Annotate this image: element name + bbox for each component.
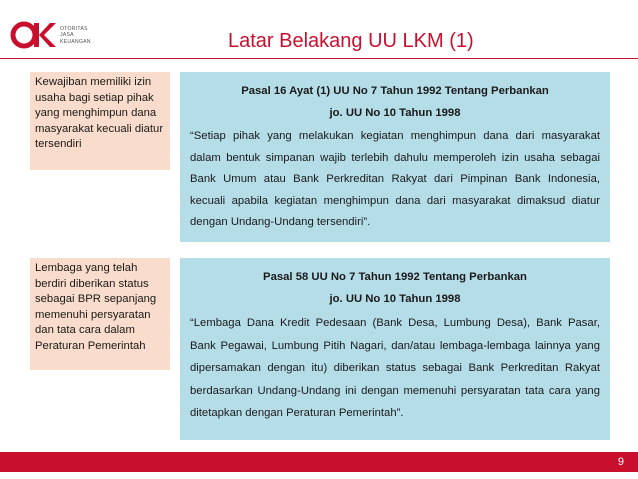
legal-quote-box-1: [180, 72, 610, 242]
article-heading: Pasal 16 Ayat (1) UU No 7 Tahun 1992 Tentang Perbankan: [241, 85, 549, 97]
article-subheading: jo. UU No 10 Tahun 1998: [329, 107, 461, 119]
logo-line: OTORITAS: [60, 26, 88, 32]
ojk-logo-mark-icon: [10, 20, 58, 50]
logo-line: KEUANGAN: [60, 38, 91, 45]
article-subheading: jo. UU No 10 Tahun 1998: [329, 293, 461, 305]
title-divider: [0, 58, 638, 59]
article-quote: “Setiap pihak yang melakukan kegiatan menghimpun dana dari masyarakat dalam bentuk simpanan wajib terlebih dahulu memperoleh izin usaha sebagai Bank Umum atau Bank Perkreditan Rakyat dari Pimpinan Bank Indonesia, kecuali apabila kegiatan menghimpun dana dari masyarakat dimaksud diatur dengan Undang-Undang tersendiri”.: [190, 130, 600, 229]
logo-line: JASA: [60, 32, 74, 39]
footer-bar: [0, 452, 638, 472]
logo-wordmark: [60, 26, 91, 45]
summary-note-1: Kewajiban memiliki izin usaha bagi setiap pihak yang menghimpun dana masyarakat kecuali diatur tersendiri: [30, 72, 170, 170]
article-heading: Pasal 58 UU No 7 Tahun 1992 Tentang Perbankan: [263, 271, 527, 283]
article-quote: “Lembaga Dana Kredit Pedesaan (Bank Desa, Lumbung Desa), Bank Pasar, Bank Pegawai, Lumbung Pitih Nagari, dan/atau lembaga-lembaga lainnya yang dipersamakan dengan itu) diberikan status sebagai Bank Perkreditan Rakyat berdasarkan Undang-Undang ini dengan memenuhi persyaratan tata cara yang ditetapkan dengan Peraturan Pemerintah”.: [190, 317, 600, 420]
page-number: 9: [617, 456, 624, 468]
legal-quote-box-2: [180, 258, 610, 440]
summary-note-2: Lembaga yang telah berdiri diberikan status sebagai BPR sepanjang memenuhi persyaratan dan tata cara dalam Peraturan Pemerintah: [30, 258, 170, 370]
slide-title: Latar Belakang UU LKM (1): [228, 30, 474, 52]
ojk-logo: [10, 18, 115, 56]
